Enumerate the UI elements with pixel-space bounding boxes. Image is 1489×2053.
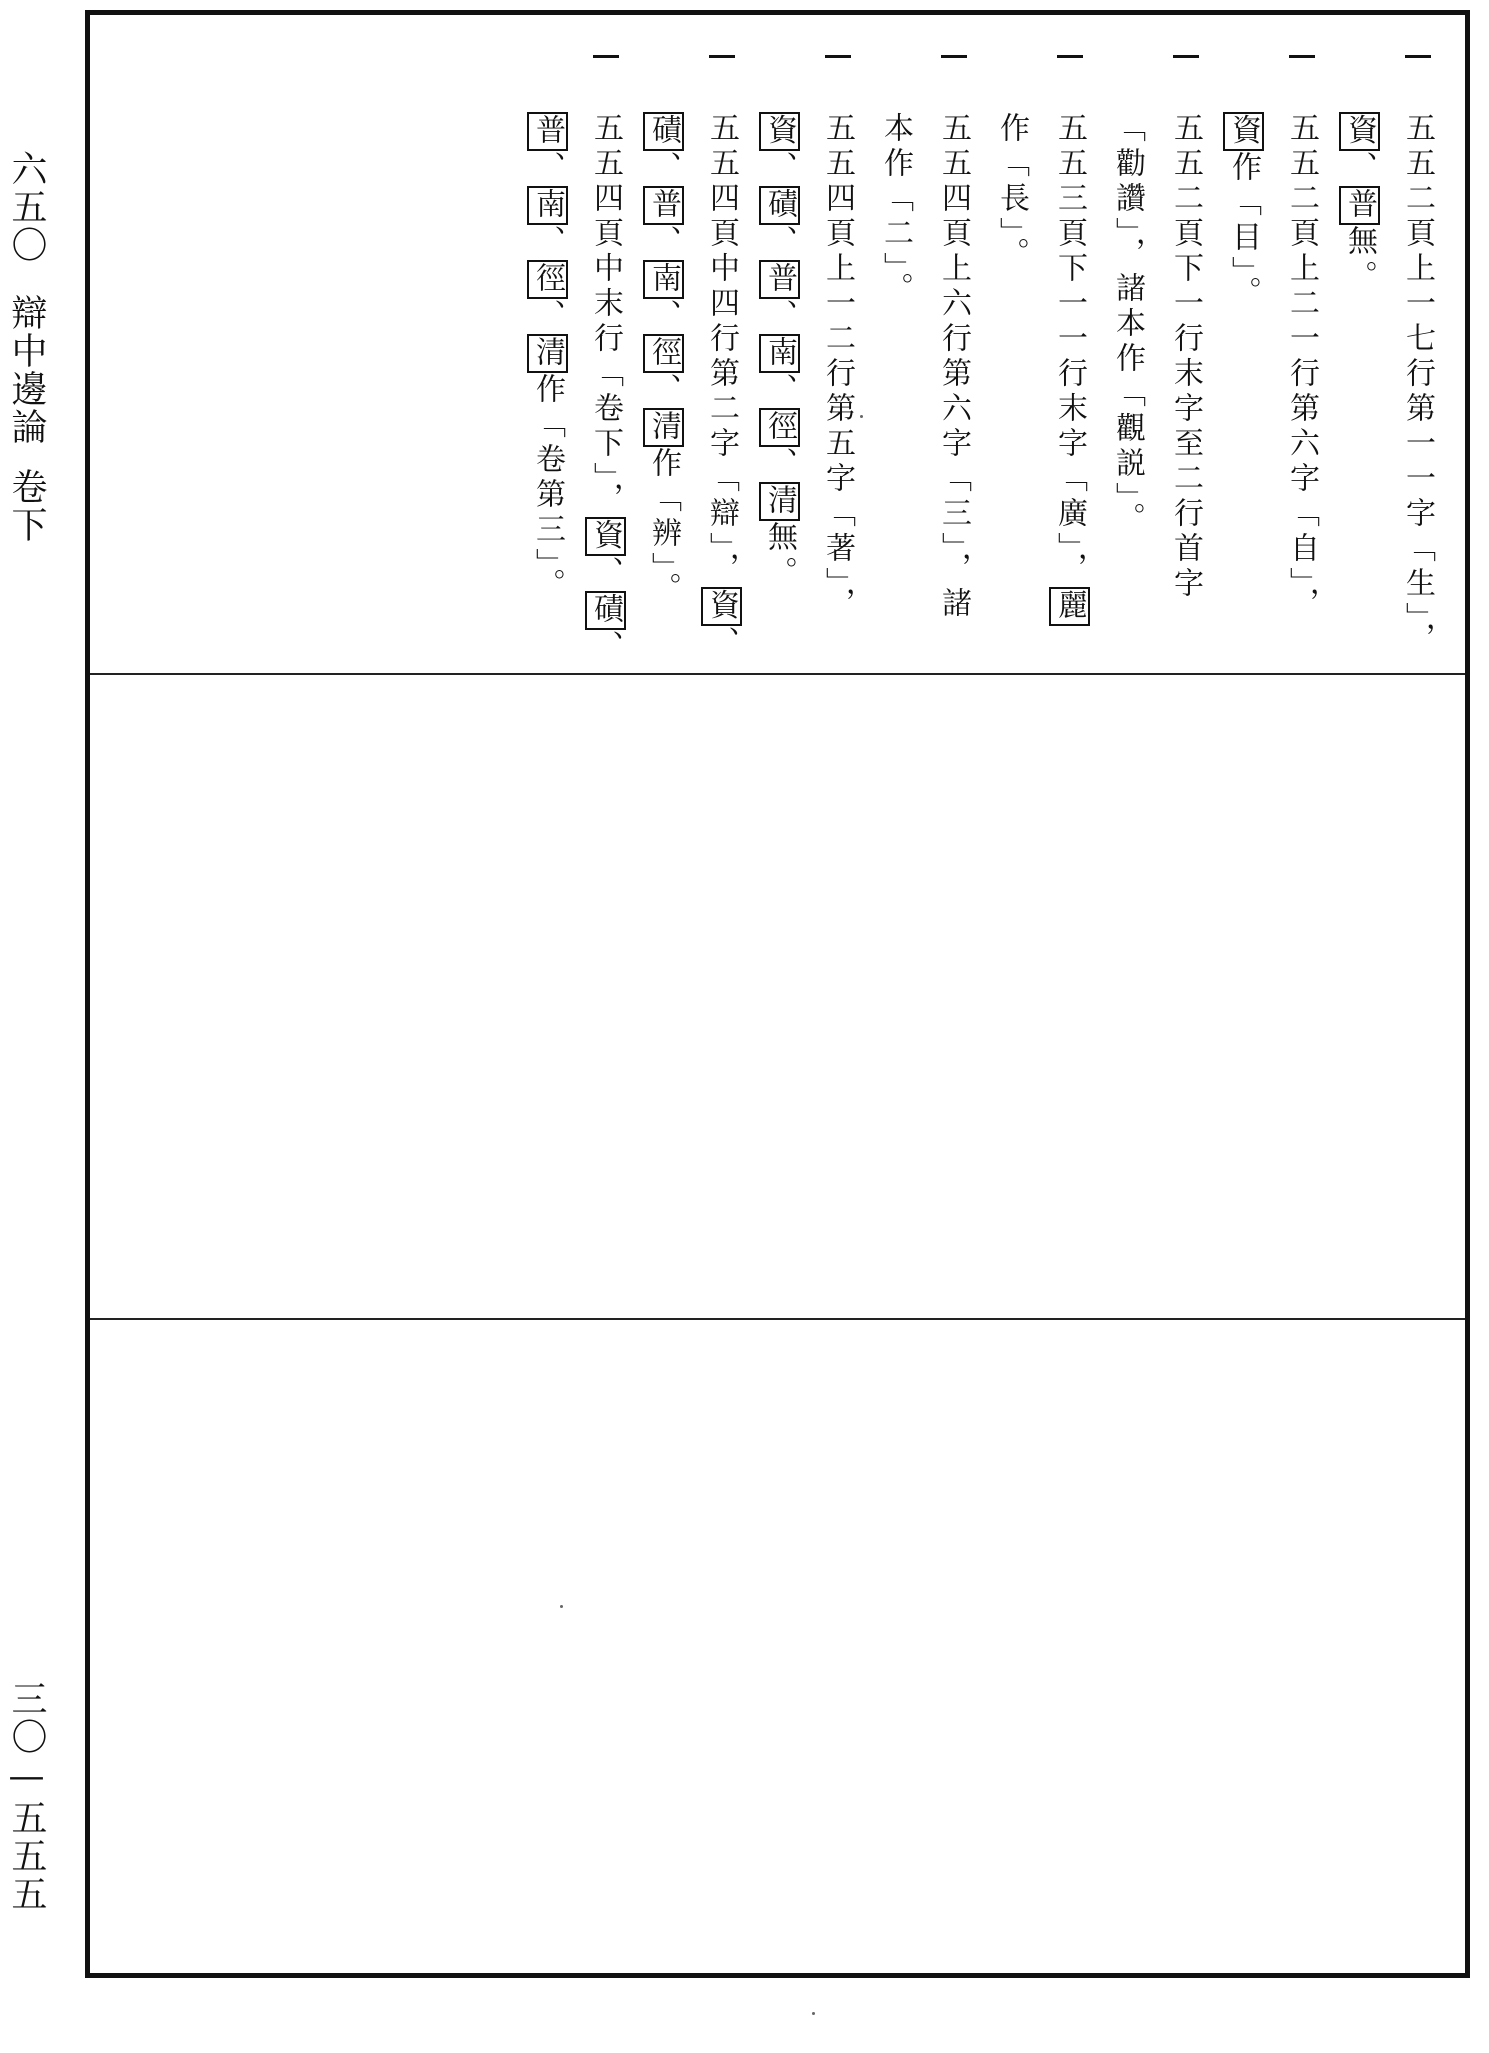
note-text — [819, 112, 855, 622]
note-bullet-mark — [1057, 55, 1083, 58]
edition-mark: 資 — [701, 587, 742, 626]
edition-mark: 資 — [1339, 112, 1380, 151]
note-text-main: 作「卷第三」。 — [530, 373, 565, 603]
note-text — [1167, 112, 1203, 602]
edition-mark: 磧 — [643, 112, 684, 151]
note-text-main: 作「目」。 — [1226, 151, 1261, 311]
note-bullet-mark — [825, 55, 851, 58]
note-text — [1109, 112, 1145, 537]
note-text-main: 五五二頁上二一行第六字「自」， — [1284, 112, 1319, 622]
page-number: 三〇—五五五 — [6, 1680, 47, 1913]
note-text — [877, 112, 913, 307]
note-column — [927, 40, 985, 660]
note-text — [529, 112, 565, 603]
note-bullet-mark — [709, 55, 735, 58]
separator: 、 — [762, 299, 797, 334]
separator: 、 — [646, 299, 681, 334]
note-bullet-mark — [1405, 55, 1431, 58]
separator: 、 — [1342, 151, 1377, 186]
note-column — [1101, 40, 1159, 660]
edition-mark: 清 — [643, 408, 684, 447]
book-title: 辯中邊論 — [6, 294, 47, 446]
separator: 、 — [588, 630, 623, 665]
separator: 、 — [762, 373, 797, 408]
note-column — [753, 40, 811, 660]
margin-header — [4, 150, 48, 544]
note-column — [1217, 40, 1275, 660]
note-text — [993, 112, 1029, 272]
note-text — [761, 112, 797, 591]
edition-mark: 南 — [527, 186, 568, 225]
scan-speck — [560, 1605, 563, 1608]
note-column — [695, 40, 753, 660]
note-text-main: 五五四頁中四行第二字「辯」， — [704, 112, 739, 587]
note-text — [703, 112, 739, 661]
scan-speck — [860, 415, 863, 418]
note-text-main: 無。 — [1342, 225, 1377, 295]
edition-mark: 南 — [643, 260, 684, 299]
note-bullet-mark — [941, 55, 967, 58]
collation-notes — [521, 40, 1449, 665]
fascicle-label: 卷下 — [6, 468, 47, 544]
edition-mark: 麗 — [1049, 587, 1090, 626]
note-text-main: 「勸讚」，諸本作「觀説」。 — [1110, 112, 1145, 537]
scan-speck — [812, 2012, 815, 2015]
note-bullet-mark — [593, 55, 619, 58]
note-column — [811, 40, 869, 660]
margin-footer — [4, 1680, 48, 1913]
note-text-main: 無。 — [762, 521, 797, 591]
edition-mark: 資 — [1223, 112, 1264, 151]
edition-mark: 普 — [527, 112, 568, 151]
note-bullet-mark — [1289, 55, 1315, 58]
edition-mark: 南 — [759, 334, 800, 373]
edition-mark: 資 — [759, 112, 800, 151]
separator: 、 — [646, 373, 681, 408]
note-text-main: 五五三頁下一一行末字「廣」， — [1052, 112, 1087, 587]
note-column — [869, 40, 927, 660]
note-text-main: 五五二頁下一行末字至二行首字 — [1168, 112, 1203, 602]
edition-mark: 普 — [759, 260, 800, 299]
edition-mark: 清 — [527, 334, 568, 373]
edition-mark: 資 — [585, 517, 626, 556]
note-column — [1159, 40, 1217, 660]
note-column — [1333, 40, 1391, 660]
separator: 、 — [588, 556, 623, 591]
separator: 、 — [762, 151, 797, 186]
separator: 、 — [704, 626, 739, 661]
note-column — [985, 40, 1043, 660]
edition-mark: 徑 — [527, 260, 568, 299]
note-bullet-mark — [1173, 55, 1199, 58]
note-text — [1341, 112, 1377, 295]
note-text — [1399, 112, 1435, 657]
separator: 、 — [530, 225, 565, 260]
separator: 、 — [646, 151, 681, 186]
edition-mark: 徑 — [759, 408, 800, 447]
separator: 、 — [530, 299, 565, 334]
note-column — [1275, 40, 1333, 660]
note-text — [1225, 112, 1261, 311]
note-text — [935, 112, 971, 622]
note-text-main: 五五二頁上一七行第一一字「生」， — [1400, 112, 1435, 657]
edition-mark: 普 — [643, 186, 684, 225]
edition-mark: 磧 — [585, 591, 626, 630]
edition-mark: 普 — [1339, 186, 1380, 225]
note-text-main: 五五四頁上六行第六字「三」，諸 — [936, 112, 971, 622]
note-text — [587, 112, 623, 665]
note-column — [579, 40, 637, 665]
section-divider-bottom — [90, 1318, 1465, 1320]
note-column — [1391, 40, 1449, 660]
note-text — [1051, 112, 1087, 626]
note-text-main: 作「長」。 — [994, 112, 1029, 272]
separator: 、 — [762, 447, 797, 482]
edition-mark: 磧 — [759, 186, 800, 225]
note-text-main: 作「辨」。 — [646, 447, 681, 607]
note-column — [1043, 40, 1101, 660]
volume-page-number: 六五〇 — [6, 150, 47, 264]
note-text-main: 本作「二」。 — [878, 112, 913, 307]
section-divider-top — [90, 673, 1465, 675]
edition-mark: 清 — [759, 482, 800, 521]
note-text-main: 五五四頁中末行「卷下」， — [588, 112, 623, 517]
separator: 、 — [762, 225, 797, 260]
note-column — [637, 40, 695, 660]
note-text — [1283, 112, 1319, 622]
note-column — [521, 40, 579, 660]
edition-mark: 徑 — [643, 334, 684, 373]
separator: 、 — [530, 151, 565, 186]
separator: 、 — [646, 225, 681, 260]
note-text — [645, 112, 681, 607]
note-text-main: 五五四頁上一二行第五字「著」， — [820, 112, 855, 622]
